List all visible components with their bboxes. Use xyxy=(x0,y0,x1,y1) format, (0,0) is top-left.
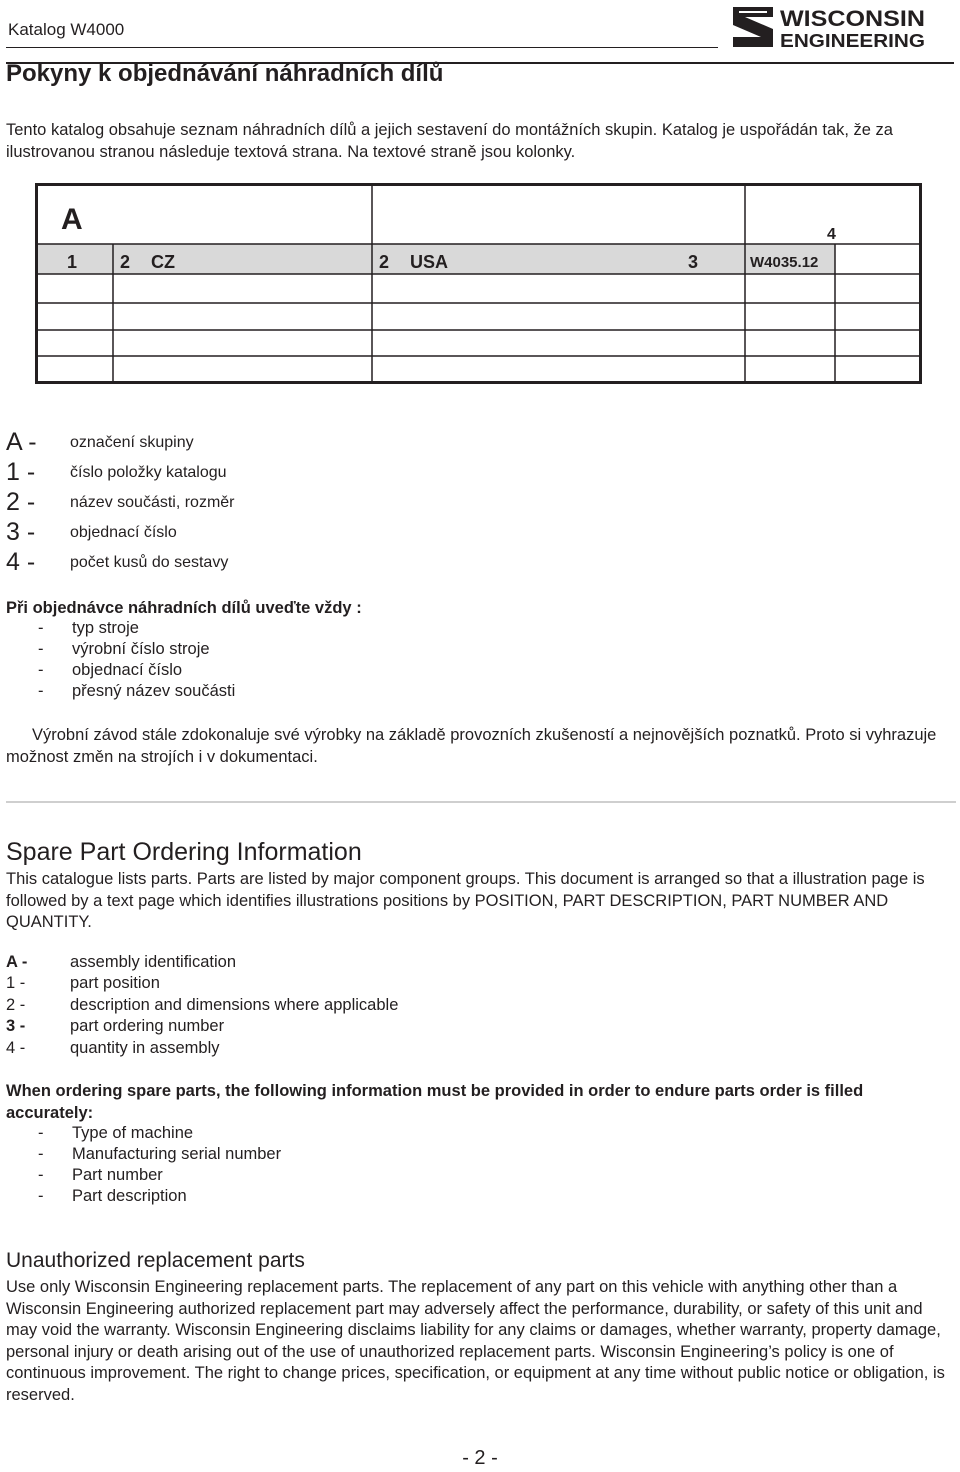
en-order-item: - Part description xyxy=(38,1187,187,1205)
diagram-col4: 4 xyxy=(827,226,836,243)
logo-line1: WISCONSIN xyxy=(780,6,925,31)
cz-order-item: - typ stroje xyxy=(38,619,139,637)
en-order-heading: When ordering spare parts, the following information must be provided in order to endure parts order is filled accurately: xyxy=(6,1082,864,1122)
en-order-item: - Part number xyxy=(38,1166,163,1184)
cz-order-heading: Při objednávce náhradních dílů uveďte vždy : xyxy=(6,599,362,617)
diagram-col3-value: W4035.12 xyxy=(750,254,819,271)
diagram-col3: 3 xyxy=(688,252,699,272)
header-rule xyxy=(6,47,718,48)
logo-line2: ENGINEERING xyxy=(780,31,925,51)
cz-legend xyxy=(0,428,600,588)
wisconsin-engineering-logo xyxy=(731,3,927,51)
page-number: - 2 - xyxy=(462,1447,498,1469)
catalog-title: Katalog W4000 xyxy=(8,20,125,39)
diagram-col2b-label: USA xyxy=(410,252,449,272)
legend-value: description and dimensions where applicable xyxy=(70,996,399,1014)
legend-key: 2 - xyxy=(6,488,36,516)
legend-value: part position xyxy=(70,974,160,992)
legend-key: 1 - xyxy=(6,974,26,992)
legend-key: 3 - xyxy=(6,1017,26,1035)
legend-value: objednací číslo xyxy=(70,524,177,541)
cz-order-item: - objednací číslo xyxy=(38,661,183,679)
legend-key: 4 - xyxy=(6,548,36,576)
cz-note: Výrobní závod stále zdokonaluje své výrobky na základě provozních zkušeností a nejnovějších poznatků. Proto si vyhrazuje možnost změn na strojích i v dokumentaci. xyxy=(6,726,937,766)
en-order-item: - Type of machine xyxy=(38,1124,194,1142)
legend-key: 4 - xyxy=(6,1039,26,1057)
unauthorized-heading: Unauthorized replacement parts xyxy=(6,1249,305,1272)
legend-value: part ordering number xyxy=(70,1017,225,1035)
diagram-col1: 1 xyxy=(67,252,78,272)
legend-value: označení skupiny xyxy=(70,434,194,451)
legend-key: A - xyxy=(6,953,28,971)
cz-order-item: - výrobní číslo stroje xyxy=(38,640,210,658)
section-divider xyxy=(6,801,956,803)
diagram-col2a-label: CZ xyxy=(151,252,175,272)
en-order-item: - Manufacturing serial number xyxy=(38,1145,282,1163)
legend-item xyxy=(0,518,600,548)
en-heading: Spare Part Ordering Information xyxy=(6,838,362,866)
legend-value: assembly identification xyxy=(70,953,236,971)
en-intro: This catalogue lists parts. Parts are listed by major component groups. This document is arranged so that a illustration page is followed by a text page which identifies illustrations positions by POSITION, PART DESCRIPTION, PART NUMBER AND QUANTITY. xyxy=(6,870,925,931)
legend-value: quantity in assembly xyxy=(70,1039,220,1057)
cz-heading: Pokyny k objednávání náhradních dílů xyxy=(6,60,444,87)
diagram-col2b: 2 xyxy=(379,252,390,272)
legend-value: počet kusů do sestavy xyxy=(70,554,229,571)
diagram-group-label: A xyxy=(61,203,83,236)
diagram-col2a: 2 xyxy=(120,252,131,272)
legend-key: 3 - xyxy=(6,518,36,546)
legend-item xyxy=(0,458,600,488)
catalog-column-diagram xyxy=(35,183,922,384)
legend-value: číslo položky katalogu xyxy=(70,464,227,481)
unauthorized-text: Use only Wisconsin Engineering replacement parts. The replacement of any part on this vehicle with anything other than a Wisconsin Engineering authorized replacement part may adversely affect the performance, durability, or safety of this unit and may void the warranty. Wisconsin Engineering disclaims liability for any claims or damages, whether warranty, property damage, personal injury or death arising out of the use of unauthorized replacement parts. Wisconsin Engineering’s policy is one of continuous improvement. The right to change prices, specification, or equipment at any time without public notice or obligation, is reserved. xyxy=(6,1278,945,1404)
legend-item xyxy=(0,548,600,578)
legend-key: 1 - xyxy=(6,458,36,486)
cz-order-item: - přesný název součásti xyxy=(38,682,236,700)
legend-item xyxy=(0,488,600,518)
cz-intro: Tento katalog obsahuje seznam náhradních dílů a jejich sestavení do montážních skupin. Katalog je uspořádán tak, že za ilustrovanou stranou následuje textová strana. Na textové straně jsou kolonky. xyxy=(6,121,893,161)
legend-item xyxy=(0,428,600,458)
logo-emblem xyxy=(733,7,773,47)
legend-value: název součásti, rozměr xyxy=(70,494,235,511)
legend-key: 2 - xyxy=(6,996,26,1014)
en-legend xyxy=(0,953,600,1063)
legend-key: A - xyxy=(6,428,37,456)
